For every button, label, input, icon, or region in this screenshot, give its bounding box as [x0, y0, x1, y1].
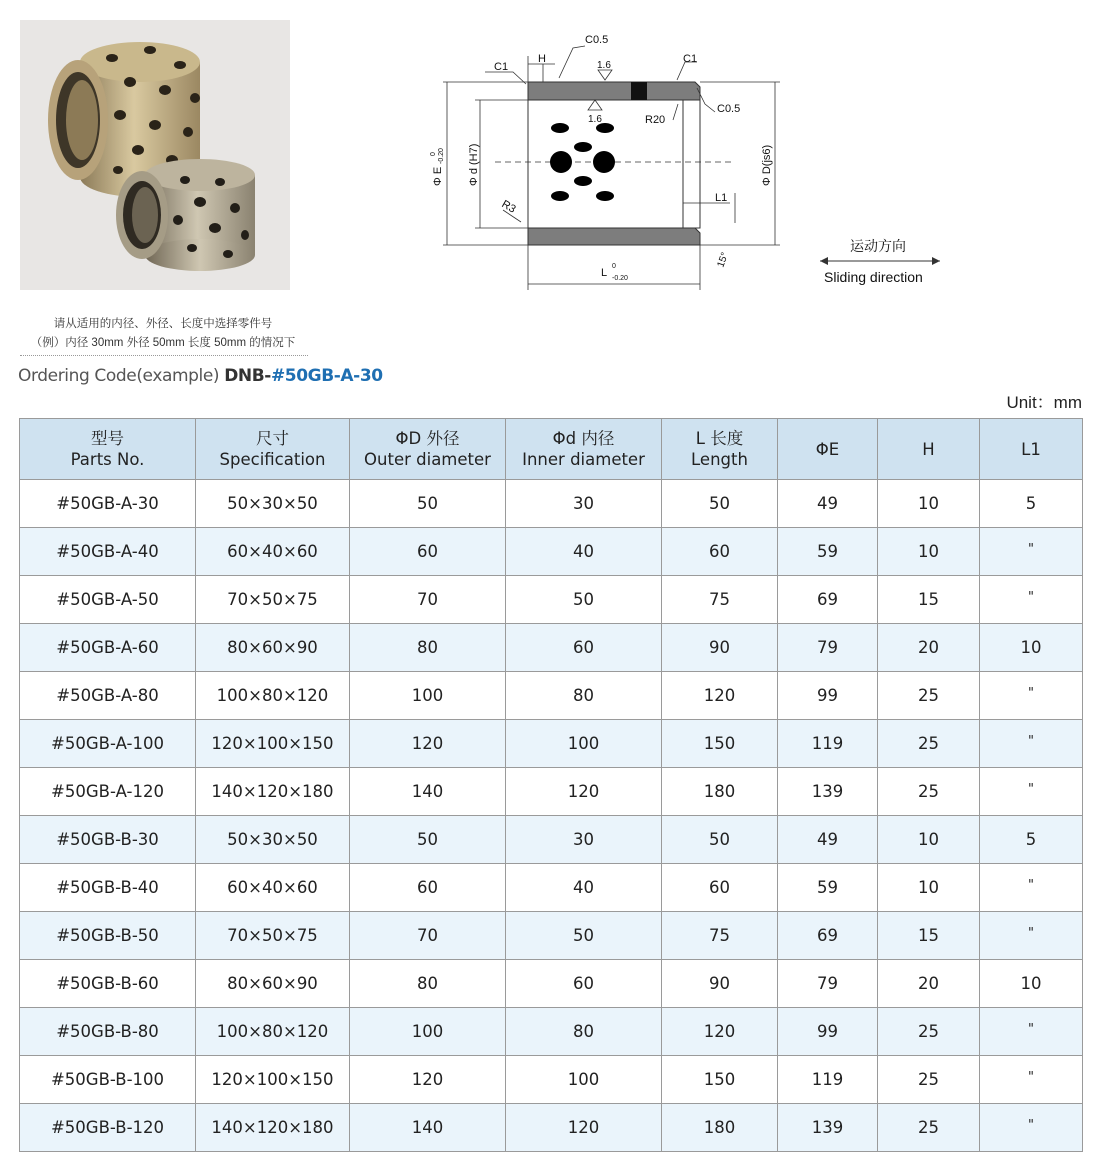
cell-h: 25 [878, 1008, 980, 1056]
cell-specification: 100×80×120 [196, 1008, 350, 1056]
cell-phi-e: 49 [778, 816, 878, 864]
header-inner-diameter: Φd 内径 Inner diameter [506, 419, 662, 480]
roughness-inner-label: 1.6 [588, 114, 602, 125]
graphite-plug [631, 82, 647, 100]
cell-l1: 5 [980, 480, 1083, 528]
cell-length: 180 [662, 1104, 778, 1152]
cell-outer-diameter: 60 [350, 528, 506, 576]
cell-length: 180 [662, 768, 778, 816]
cell-parts-no: #50GB-A-30 [20, 480, 196, 528]
header-length: L 长度 Length [662, 419, 778, 480]
r20-label: R20 [645, 114, 666, 126]
product-photo [20, 20, 290, 290]
h-label: H [538, 53, 546, 65]
cell-h: 10 [878, 816, 980, 864]
cell-specification: 120×100×150 [196, 1056, 350, 1104]
ordering-code-label: Ordering Code(example) [18, 366, 220, 386]
table-row [20, 528, 1083, 576]
cell-l1: " [980, 1104, 1083, 1152]
technical-drawing [425, 28, 985, 298]
cell-inner-diameter: 100 [506, 720, 662, 768]
cell-parts-no: #50GB-B-30 [20, 816, 196, 864]
cell-h: 25 [878, 1056, 980, 1104]
table-row [20, 768, 1083, 816]
c1-right-label: C1 [683, 53, 698, 65]
cell-specification: 140×120×180 [196, 1104, 350, 1152]
cell-h: 15 [878, 912, 980, 960]
spec-table [19, 418, 1083, 1152]
cell-l1: " [980, 720, 1083, 768]
cell-inner-diameter: 60 [506, 960, 662, 1008]
angle-label: 15° [715, 251, 731, 270]
example-note: （例）内径 30mm 外径 50mm 长度 50mm 的情况下 [30, 337, 296, 349]
cell-phi-e: 59 [778, 864, 878, 912]
direction-zh-label: 运动方向 [850, 238, 906, 254]
table-row [20, 864, 1083, 912]
cell-parts-no: #50GB-B-60 [20, 960, 196, 1008]
cell-length: 150 [662, 1056, 778, 1104]
cell-phi-e: 49 [778, 480, 878, 528]
table-row [20, 1056, 1083, 1104]
cell-h: 20 [878, 960, 980, 1008]
cell-phi-e: 69 [778, 576, 878, 624]
cell-h: 10 [878, 864, 980, 912]
bottom-wall [528, 228, 700, 245]
cell-outer-diameter: 50 [350, 816, 506, 864]
c05-top-label: C0.5 [585, 34, 609, 46]
cell-l1: " [980, 912, 1083, 960]
cell-specification: 60×40×60 [196, 528, 350, 576]
cell-length: 120 [662, 672, 778, 720]
cell-parts-no: #50GB-A-40 [20, 528, 196, 576]
direction-en-label: Sliding direction [824, 269, 923, 285]
cell-h: 25 [878, 672, 980, 720]
cell-inner-diameter: 60 [506, 624, 662, 672]
phi-e-tol-upper: 0 [430, 152, 437, 156]
header-parts-no: 型号 Parts No. [20, 419, 196, 480]
cell-phi-e: 79 [778, 960, 878, 1008]
cell-h: 25 [878, 1104, 980, 1152]
cell-parts-no: #50GB-A-50 [20, 576, 196, 624]
cell-inner-diameter: 80 [506, 672, 662, 720]
cell-phi-e: 99 [778, 672, 878, 720]
roughness-top-label: 1.6 [597, 60, 611, 71]
note-divider [20, 355, 308, 356]
c1-left-label: C1 [494, 61, 509, 73]
cell-phi-e: 79 [778, 624, 878, 672]
table-row [20, 576, 1083, 624]
cell-l1: " [980, 576, 1083, 624]
header-h: H [878, 419, 980, 480]
cell-l1: " [980, 768, 1083, 816]
table-row [20, 816, 1083, 864]
l-tol-upper: 0 [612, 263, 616, 270]
cell-phi-e: 119 [778, 1056, 878, 1104]
ordering-code-value: #50GB-A-30 [270, 366, 383, 386]
cell-inner-diameter: 40 [506, 864, 662, 912]
cell-l1: " [980, 864, 1083, 912]
cell-parts-no: #50GB-B-120 [20, 1104, 196, 1152]
cell-outer-diameter: 120 [350, 720, 506, 768]
cell-inner-diameter: 40 [506, 528, 662, 576]
cell-parts-no: #50GB-B-80 [20, 1008, 196, 1056]
table-row [20, 1008, 1083, 1056]
cell-inner-diameter: 50 [506, 912, 662, 960]
cell-h: 15 [878, 576, 980, 624]
top-wall [528, 82, 700, 100]
cell-specification: 120×100×150 [196, 720, 350, 768]
cell-phi-e: 119 [778, 720, 878, 768]
cell-parts-no: #50GB-A-80 [20, 672, 196, 720]
cell-phi-e: 59 [778, 528, 878, 576]
cell-length: 90 [662, 624, 778, 672]
table-row [20, 912, 1083, 960]
cell-specification: 100×80×120 [196, 672, 350, 720]
cell-specification: 70×50×75 [196, 912, 350, 960]
cell-h: 25 [878, 768, 980, 816]
cell-outer-diameter: 100 [350, 672, 506, 720]
cell-outer-diameter: 80 [350, 960, 506, 1008]
cell-specification: 80×60×90 [196, 624, 350, 672]
ordering-code-prefix: DNB- [224, 366, 271, 386]
cell-inner-diameter: 30 [506, 816, 662, 864]
cell-length: 60 [662, 864, 778, 912]
cell-parts-no: #50GB-A-120 [20, 768, 196, 816]
cell-l1: " [980, 528, 1083, 576]
cell-phi-e: 69 [778, 912, 878, 960]
cell-outer-diameter: 120 [350, 1056, 506, 1104]
phi-d-inner-label: Φ d (H7) [468, 143, 480, 186]
cell-specification: 60×40×60 [196, 864, 350, 912]
cell-l1: 10 [980, 624, 1083, 672]
phi-e-label: Φ E [432, 166, 444, 186]
r3-label: R3 [499, 198, 518, 216]
l-tol-lower: -0.20 [612, 275, 628, 282]
table-header-row [20, 419, 1083, 480]
cell-length: 60 [662, 528, 778, 576]
cell-h: 10 [878, 528, 980, 576]
header-l1: L1 [980, 419, 1083, 480]
cell-h: 10 [878, 480, 980, 528]
cell-h: 20 [878, 624, 980, 672]
cell-l1: 5 [980, 816, 1083, 864]
cell-inner-diameter: 120 [506, 1104, 662, 1152]
table-row [20, 960, 1083, 1008]
cell-parts-no: #50GB-A-60 [20, 624, 196, 672]
cell-parts-no: #50GB-B-100 [20, 1056, 196, 1104]
cell-length: 50 [662, 816, 778, 864]
cell-l1: " [980, 672, 1083, 720]
table-row [20, 1104, 1083, 1152]
table-row [20, 480, 1083, 528]
cell-length: 50 [662, 480, 778, 528]
header-phi-e: ΦE [778, 419, 878, 480]
cell-inner-diameter: 80 [506, 1008, 662, 1056]
cell-phi-e: 99 [778, 1008, 878, 1056]
l1-label: L1 [715, 192, 728, 204]
header-specification: 尺寸 Specification [196, 419, 350, 480]
cell-length: 150 [662, 720, 778, 768]
cell-specification: 50×30×50 [196, 816, 350, 864]
graphite-plugs [550, 123, 615, 201]
cell-length: 75 [662, 912, 778, 960]
cell-inner-diameter: 100 [506, 1056, 662, 1104]
cell-inner-diameter: 30 [506, 480, 662, 528]
cell-outer-diameter: 140 [350, 768, 506, 816]
cell-parts-no: #50GB-B-50 [20, 912, 196, 960]
cell-specification: 50×30×50 [196, 480, 350, 528]
table-row [20, 672, 1083, 720]
unit-label: Unit：mm [1006, 393, 1082, 412]
bushing-photo-illustration [20, 20, 290, 290]
ordering-code [18, 366, 383, 386]
cell-length: 120 [662, 1008, 778, 1056]
c05-right-label: C0.5 [717, 103, 741, 115]
cell-outer-diameter: 70 [350, 576, 506, 624]
cell-length: 75 [662, 576, 778, 624]
cell-parts-no: #50GB-B-40 [20, 864, 196, 912]
l-label: L [601, 267, 608, 279]
cell-inner-diameter: 120 [506, 768, 662, 816]
cell-outer-diameter: 70 [350, 912, 506, 960]
table-row [20, 720, 1083, 768]
cell-phi-e: 139 [778, 768, 878, 816]
phi-d-outer-label: Φ D(js6) [761, 144, 773, 186]
cell-outer-diameter: 100 [350, 1008, 506, 1056]
selection-note: 请从适用的内径、外径、长度中选择零件号 [53, 318, 273, 330]
cell-specification: 80×60×90 [196, 960, 350, 1008]
cell-l1: " [980, 1056, 1083, 1104]
cell-specification: 140×120×180 [196, 768, 350, 816]
cell-phi-e: 139 [778, 1104, 878, 1152]
cell-l1: 10 [980, 960, 1083, 1008]
cell-outer-diameter: 140 [350, 1104, 506, 1152]
cell-specification: 70×50×75 [196, 576, 350, 624]
cell-outer-diameter: 60 [350, 864, 506, 912]
cell-inner-diameter: 50 [506, 576, 662, 624]
cell-length: 90 [662, 960, 778, 1008]
cell-outer-diameter: 80 [350, 624, 506, 672]
cell-parts-no: #50GB-A-100 [20, 720, 196, 768]
cell-l1: " [980, 1008, 1083, 1056]
header-outer-diameter: ΦD 外径 Outer diameter [350, 419, 506, 480]
table-row [20, 624, 1083, 672]
phi-e-tol-lower: -0.20 [438, 148, 445, 164]
cell-outer-diameter: 50 [350, 480, 506, 528]
cell-h: 25 [878, 720, 980, 768]
